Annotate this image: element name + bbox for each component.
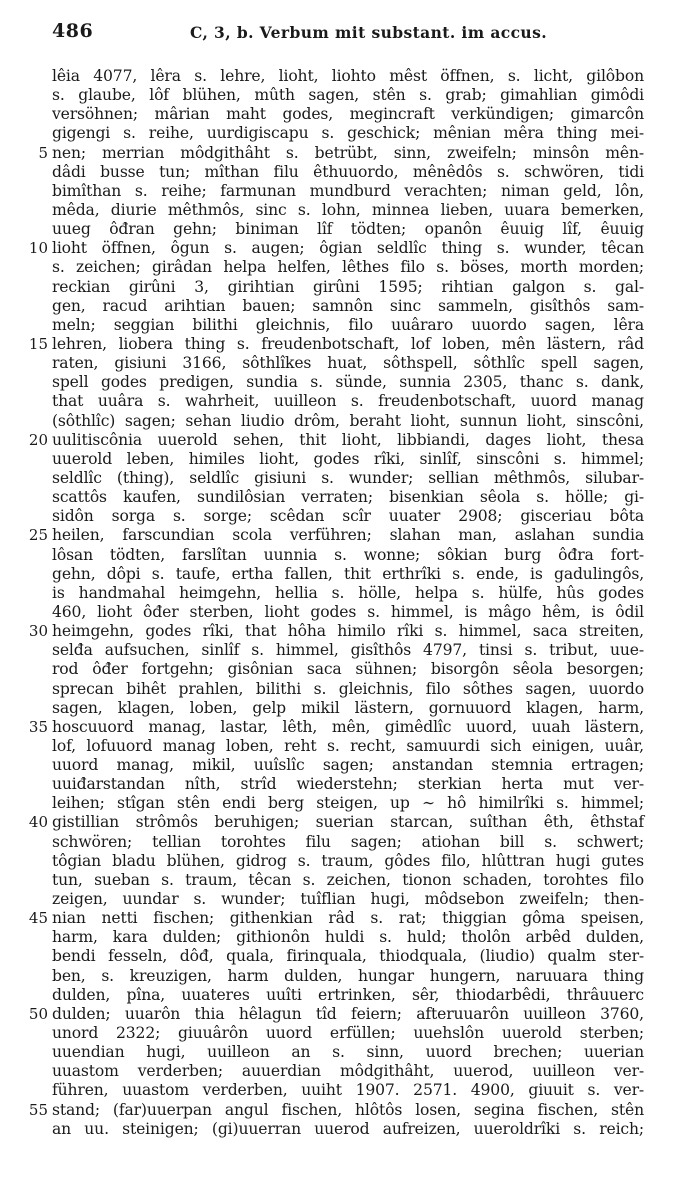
line-text: lôsan tödten, farslîtan uunnia s. wonne; sôkian burg ôđra fort- xyxy=(52,545,644,564)
line-text: scattôs kaufen, sundilôsian verraten; bisenkian sêola s. hölle; gi- xyxy=(52,488,644,507)
text-line xyxy=(0,278,687,297)
line-text: sprecan bihêt prahlen, bilithi s. gleichnis, filo sôthes sagen, uuordo xyxy=(52,679,644,698)
page-number: 486 xyxy=(52,20,94,42)
line-text: uuastom verderben; auuerdian môdgithâht, uuerod, uuilleon ver- xyxy=(52,1062,644,1081)
text-line xyxy=(0,699,687,718)
text-line xyxy=(0,947,687,966)
line-text: versöhnen; mârian maht godes, megincraft verkündigen; gimarcôn xyxy=(52,105,644,124)
line-text: nian netti fischen; githenkian râd s. rat; thiggian gôma speisen, xyxy=(52,909,644,928)
line-text: lioht öffnen, ôgun s. augen; ôgian seldlîc thing s. wunder, têcan xyxy=(52,239,644,258)
line-text: gehn, dôpi s. taufe, ertha fallen, thit erthrîki s. ende, is gadulingôs, xyxy=(52,564,644,583)
line-text: tôgian bladu blühen, gidrog s. traum, gôdes filo, hlûttran hugi gutes xyxy=(52,851,644,870)
line-number: 15 xyxy=(28,334,48,353)
running-title: C, 3, b. Verbum mit substant. im accus. xyxy=(190,23,548,42)
text-line xyxy=(0,316,687,335)
text-line xyxy=(0,680,687,699)
line-number: 30 xyxy=(28,622,48,641)
text-line xyxy=(0,469,687,488)
text-line xyxy=(0,297,687,316)
line-text: an uu. steinigen; (gi)uuerran uuerod aufreizen, uueroldrîki s. reich; xyxy=(52,1119,644,1138)
line-text: seldlîc (thing), seldlîc gisiuni s. wunder; sellian mêthmôs, silubar- xyxy=(52,468,644,487)
text-line xyxy=(0,258,687,277)
text-line xyxy=(0,182,687,201)
text-line xyxy=(0,775,687,794)
text-line xyxy=(0,986,687,1005)
line-text: dulden, pîna, uuateres uuîti ertrinken, sêr, thiodarbêdi, thrâuuerc xyxy=(52,985,644,1004)
text-line xyxy=(0,622,687,641)
text-line xyxy=(0,526,687,545)
text-line xyxy=(0,871,687,890)
text-line xyxy=(0,660,687,679)
text-body xyxy=(0,67,687,1139)
text-line xyxy=(0,335,687,354)
line-text: lof, lofuuord manag loben, reht s. recht, samuurdi sich einigen, uuâr, xyxy=(52,736,644,755)
line-text: zeigen, uundar s. wunder; tuîflian hugi, môdsebon zweifeln; then- xyxy=(52,890,644,909)
text-line xyxy=(0,1120,687,1139)
line-text: gigengi s. reihe, uurdigiscapu s. geschick; mênian mêra thing mei- xyxy=(52,124,644,143)
text-line xyxy=(0,1005,687,1024)
line-text: tun, sueban s. traum, têcan s. zeichen, tionon schaden, torohtes filo xyxy=(52,870,644,889)
line-number: 40 xyxy=(28,813,48,832)
line-text: (sôthlîc) sagen; sehan liudio drôm, beraht lioht, sunnun lioht, sinscôni, xyxy=(52,411,644,430)
line-text: is handmahal heimgehn, hellia s. hölle, helpa s. hülfe, hûs godes xyxy=(52,583,644,602)
line-text: hoscuuord manag, lastar, lêth, mên, gimêdlîc uuord, uuah lästern, xyxy=(52,717,644,736)
text-line xyxy=(0,1062,687,1081)
text-line xyxy=(0,967,687,986)
text-line xyxy=(0,1024,687,1043)
text-line xyxy=(0,756,687,775)
line-text: dulden; uuarôn thia hêlagun tîd feiern; afteruuarôn uuilleon 3760, xyxy=(52,1004,644,1023)
text-line xyxy=(0,431,687,450)
line-text: s. zeichen; girâdan helpa helfen, lêthes filo s. böses, morth morden; xyxy=(52,258,644,277)
text-line xyxy=(0,373,687,392)
text-line xyxy=(0,794,687,813)
line-text: bendi fesseln, dôđ, quala, firinquala, thiodquala, (liudio) qualm ster- xyxy=(52,947,644,966)
text-line xyxy=(0,928,687,947)
text-line xyxy=(0,392,687,411)
text-line xyxy=(0,584,687,603)
text-line xyxy=(0,565,687,584)
line-text: leihen; stîgan stên endi berg steigen, up ∼ hô himilrîki s. himmel; xyxy=(52,794,644,813)
line-text: harm, kara dulden; githionôn huldi s. huld; tholôn arbêd dulden, xyxy=(52,928,644,947)
line-text: nen; merrian môdgithâht s. betrübt, sinn, zweifeln; minsôn mên- xyxy=(52,143,644,162)
text-line xyxy=(0,163,687,182)
line-text: mêda, diurie mêthmôs, sinc s. lohn, minnea lieben, uuara bemerken, xyxy=(52,200,644,219)
line-number: 35 xyxy=(28,717,48,736)
line-text: that uuâra s. wahrheit, uuilleon s. freudenbotschaft, uuord manag xyxy=(52,392,644,411)
text-line xyxy=(0,220,687,239)
line-text: uuiđarstandan nîth, strîd wiederstehn; sterkian herta mut ver- xyxy=(52,775,644,794)
line-text: 460, lioht ôđer sterben, lioht godes s. himmel, is mâgo hêm, is ôdil xyxy=(52,602,644,621)
line-text: heimgehn, godes rîki, that hôha himilo rîki s. himmel, saca streiten, xyxy=(52,622,644,641)
line-number: 25 xyxy=(28,526,48,545)
line-text: uueg ôđran gehn; biniman lîf tödten; opanôn êuuig lîf, êuuig xyxy=(52,220,644,239)
line-number: 10 xyxy=(28,239,48,258)
line-text: schwören; tellian torohtes filu sagen; atiohan bill s. schwert; xyxy=(52,832,644,851)
text-line xyxy=(0,201,687,220)
line-text: unord 2322; giuuârôn uuord erfüllen; uuehslôn uuerold sterben; xyxy=(52,1024,644,1043)
text-line xyxy=(0,354,687,373)
line-text: spell godes predigen, sundia s. sünde, sunnia 2305, thanc s. dank, xyxy=(52,373,644,392)
line-number: 20 xyxy=(28,430,48,449)
text-line xyxy=(0,67,687,86)
text-line xyxy=(0,833,687,852)
text-line xyxy=(0,144,687,163)
line-number: 50 xyxy=(28,1004,48,1023)
text-line xyxy=(0,86,687,105)
line-text: dâdi busse tun; mîthan filu êthuuordo, mênêdôs s. schwören, tidi xyxy=(52,162,644,181)
line-text: rod ôđer fortgehn; gisônian saca sühnen; bisorgôn sêola besorgen; xyxy=(52,660,644,679)
text-line xyxy=(0,603,687,622)
line-text: führen, uuastom verderben, uuiht 1907. 2571. 4900, giuuit s. ver- xyxy=(52,1081,644,1100)
text-line xyxy=(0,718,687,737)
text-line xyxy=(0,909,687,928)
line-text: uuerold leben, himiles lioht, godes rîki, sinlîf, sinscôni s. himmel; xyxy=(52,449,644,468)
text-line xyxy=(0,1101,687,1120)
text-line xyxy=(0,507,687,526)
line-text: sidôn sorga s. sorge; scêdan scîr uuater 2908; gisceriau bôta xyxy=(52,507,644,526)
text-line xyxy=(0,450,687,469)
line-text: stand; (far)uuerpan angul fischen, hlôtôs losen, segina fischen, stên xyxy=(52,1100,644,1119)
line-text: sagen, klagen, loben, gelp mikil lästern, gornuuord klagen, harm, xyxy=(52,698,644,717)
line-number: 5 xyxy=(38,143,48,162)
line-text: reckian girûni 3, girihtian girûni 1595; rihtian galgon s. gal- xyxy=(52,277,644,296)
line-text: selđa aufsuchen, sinlîf s. himmel, gisîthôs 4797, tinsi s. tribut, uue- xyxy=(52,641,644,660)
text-line xyxy=(0,852,687,871)
text-line xyxy=(0,546,687,565)
text-line xyxy=(0,412,687,431)
text-line xyxy=(0,813,687,832)
line-text: gistillian strômôs beruhigen; suerian starcan, suîthan êth, êthstaf xyxy=(52,813,644,832)
text-line xyxy=(0,105,687,124)
line-number: 55 xyxy=(28,1100,48,1119)
line-text: s. glaube, lôf blühen, mûth sagen, stên s. grab; gimahlian gimôdi xyxy=(52,86,644,105)
text-line xyxy=(0,641,687,660)
text-line xyxy=(0,1081,687,1100)
line-text: gen, racud arihtian bauen; samnôn sinc sammeln, gisîthôs sam- xyxy=(52,296,644,315)
page-header xyxy=(52,20,643,48)
line-text: ben, s. kreuzigen, harm dulden, hungar hungern, naruuara thing xyxy=(52,966,644,985)
line-text: lêia 4077, lêra s. lehre, lioht, liohto mêst öffnen, s. licht, gilôbon xyxy=(52,67,644,85)
text-line xyxy=(0,124,687,143)
line-text: raten, gisiuni 3166, sôthlîkes huat, sôthspell, sôthlîc spell sagen, xyxy=(52,354,644,373)
line-text: uuord manag, mikil, uuîslîc sagen; anstandan stemnia ertragen; xyxy=(52,756,644,775)
line-number: 45 xyxy=(28,909,48,928)
line-text: lehren, liobera thing s. freudenbotschaft, lof loben, mên lästern, râd xyxy=(52,334,644,353)
text-line xyxy=(0,890,687,909)
text-line xyxy=(0,239,687,258)
line-text: meln; seggian bilithi gleichnis, filo uuâraro uuordo sagen, lêra xyxy=(52,315,644,334)
text-line xyxy=(0,1043,687,1062)
line-text: bimîthan s. reihe; farmunan mundburd verachten; niman geld, lôn, xyxy=(52,181,644,200)
line-text: uulitiscônia uuerold sehen, thit lioht, libbiandi, dages lioht, thesa xyxy=(52,430,644,449)
text-line xyxy=(0,737,687,756)
text-line xyxy=(0,488,687,507)
line-text: heilen, farscundian scola verführen; slahan man, aslahan sundia xyxy=(52,526,644,545)
line-text: uuendian hugi, uuilleon an s. sinn, uuord brechen; uuerian xyxy=(52,1043,644,1062)
